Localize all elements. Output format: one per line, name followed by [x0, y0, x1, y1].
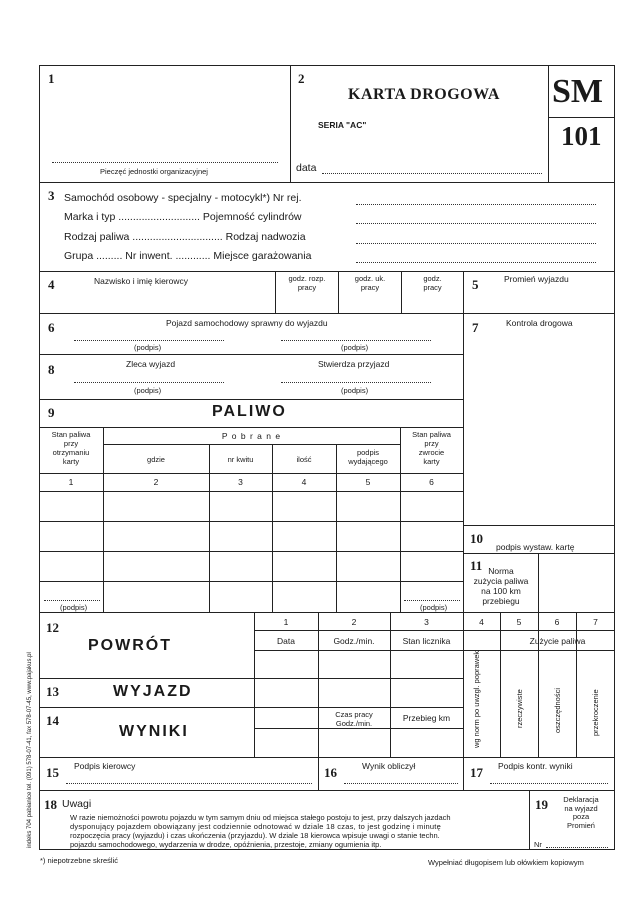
field-number: 14	[46, 713, 59, 728]
signature-label: (podpis)	[420, 603, 448, 612]
field-number: 10	[470, 531, 483, 546]
overrun-vertical-label: przekroczenie	[591, 689, 600, 736]
work-time-label: Czas pracy Godz./min.	[335, 710, 373, 728]
column-number: 3	[238, 477, 243, 487]
divider	[290, 65, 291, 182]
form-title: KARTA DROGOWA	[348, 86, 500, 103]
road-control-label: Kontrola drogowa	[506, 318, 573, 328]
column-number: 2	[153, 477, 159, 487]
fuel-end-label: Stan paliwa przy zwrocie karty	[412, 430, 451, 466]
divider	[548, 65, 549, 182]
body-type-line[interactable]	[356, 243, 596, 244]
signature-line[interactable]	[281, 340, 431, 341]
reg-number-line[interactable]	[356, 204, 596, 205]
divider	[548, 117, 615, 118]
publisher-side-text: indeks 704 pabianice tel. (091) 578-07-41, fax 578-07-45, www.pajakus.pl	[27, 652, 33, 848]
remarks-text-line: pojazdu samochodowego, wydarzenia w drodze, opóźnienia, przestoje, zmiany ogumienia itp.	[70, 840, 382, 849]
divider	[318, 757, 319, 790]
field-number: 4	[48, 277, 55, 292]
date-line[interactable]	[322, 173, 542, 174]
column-number: 5	[365, 477, 371, 487]
norm-vertical-label: wg norm po uwzgl. poprawek	[472, 650, 481, 748]
signature-line[interactable]	[74, 340, 224, 341]
garage-line[interactable]	[356, 262, 596, 263]
quantity-label: ilość	[296, 455, 312, 464]
declaration-number-line[interactable]	[546, 847, 608, 848]
field-number: 5	[472, 277, 479, 292]
divider	[576, 612, 577, 757]
divider	[39, 271, 615, 272]
divider	[463, 650, 615, 651]
field-number: 1	[48, 71, 55, 86]
signature-label: (podpis)	[60, 603, 88, 612]
vehicle-ok-label: Pojazd samochodowy sprawny do wyjazdu	[166, 318, 328, 328]
signature-label: (podpis)	[341, 386, 369, 395]
results-title: WYNIKI	[119, 723, 189, 740]
field-number: 11	[470, 558, 483, 573]
radius-label: Promień wyjazdu	[504, 274, 569, 284]
fuel-norm-label: Norma zużycia paliwa na 100 km przebiegu	[473, 566, 529, 606]
form-series: SERIA "AC"	[318, 120, 367, 130]
divider	[254, 630, 463, 631]
divider	[254, 728, 463, 729]
actual-vertical-label: rzeczywiste	[515, 689, 524, 728]
divider	[254, 650, 463, 651]
declaration-label: Deklaracja na wyjazd poza Promień	[563, 795, 599, 830]
divider	[500, 612, 501, 757]
field-number: 9	[48, 405, 55, 420]
signature-label: (podpis)	[341, 343, 369, 352]
return-title: POWRÓT	[88, 637, 172, 654]
fill-instruction: Wypełniać długopisem lub ołówkiem kopiowym	[428, 858, 584, 867]
signature-line[interactable]	[281, 382, 431, 383]
signature-line[interactable]	[490, 783, 608, 784]
signature-line[interactable]	[404, 600, 460, 601]
divider	[538, 553, 539, 612]
field-number: 12	[46, 620, 59, 635]
divider	[463, 612, 464, 790]
divider	[39, 521, 463, 522]
driver-name-label: Nazwisko i imię kierowcy	[94, 276, 188, 286]
vehicle-line-3: Rodzaj paliwa ............................... Rodzaj nadwozia	[64, 231, 306, 243]
fuel-title: PALIWO	[212, 403, 287, 420]
fuel-taken-label: P o b r a n e	[221, 431, 282, 441]
card-issuer-signature-label: podpis wystaw. kartę	[496, 542, 575, 552]
calculated-by-label: Wynik obliczył	[362, 761, 416, 771]
divider	[39, 473, 463, 474]
divider	[39, 313, 463, 314]
field-number: 8	[48, 362, 55, 377]
divider	[529, 790, 530, 850]
vehicle-line-4: Grupa ......... Nr inwent. ............ Miejsce garażowania	[64, 250, 312, 262]
driver-signature-label: Podpis kierowcy	[74, 761, 136, 771]
divider	[39, 757, 615, 758]
column-number: 6	[554, 617, 560, 627]
controller-signature-label: Podpis kontr. wyniki	[498, 761, 573, 771]
field-number: 2	[298, 71, 305, 86]
stamp-line	[52, 162, 278, 163]
signature-line[interactable]	[44, 600, 100, 601]
remarks-text-line: rozpoczęcia pracy (wyjazdu) i czas ukończenia (przyjazdu). W dziale 18 kierowca wpisuje uwagi o stanie techn.	[70, 831, 440, 840]
divider	[463, 630, 615, 631]
field-number: 6	[48, 320, 55, 335]
column-number: 2	[351, 617, 357, 627]
divider	[538, 612, 539, 757]
start-hours-label: godz. rozp. pracy	[288, 274, 326, 292]
field-number: 18	[44, 797, 57, 812]
column-number: 3	[424, 617, 429, 627]
form-code-sm: SM	[552, 73, 603, 110]
capacity-line[interactable]	[356, 223, 596, 224]
field-number: 16	[324, 765, 337, 780]
fuel-start-label: Stan paliwa przy otrzymaniu karty	[51, 430, 91, 466]
divider	[336, 444, 337, 612]
divider	[390, 612, 391, 757]
divider	[39, 678, 463, 679]
divider	[463, 525, 615, 526]
divider	[463, 553, 615, 554]
remarks-label: Uwagi	[62, 798, 92, 810]
column-number: 4	[479, 617, 484, 627]
divider	[39, 399, 463, 400]
time-column-label: Godz./min.	[333, 636, 375, 646]
field-number: 7	[472, 320, 479, 335]
stamp-label: Pieczęć jednostki organizacyjnej	[100, 167, 208, 176]
field-number: 3	[48, 188, 55, 203]
divider	[39, 612, 615, 613]
hours-label: godz. pracy	[423, 274, 442, 292]
date-label: data	[296, 162, 317, 174]
field-number: 13	[46, 684, 59, 699]
divider	[39, 354, 463, 355]
remarks-text-line: dysponujący pojazdem obowiązany jest codziennie odnotować w dziale 18 czas, to jest godzinę i minutę	[70, 822, 442, 831]
field-number: 15	[46, 765, 59, 780]
signature-label: (podpis)	[134, 343, 162, 352]
signature-label: (podpis)	[134, 386, 162, 395]
fuel-use-label: Zużycie paliwa	[529, 636, 586, 646]
column-number: 6	[429, 477, 434, 487]
end-hours-label: godz. uk. pracy	[354, 274, 386, 292]
divider	[463, 313, 615, 314]
divider	[318, 612, 319, 757]
form-code-number: 101	[561, 121, 602, 151]
divider	[39, 707, 463, 708]
field-number: 19	[535, 797, 548, 812]
receipt-label: nr kwitu	[227, 455, 254, 464]
signature-line[interactable]	[74, 382, 224, 383]
odometer-column-label: Stan licznika	[402, 636, 451, 646]
confirmed-label: Stwierdza przyjazd	[318, 359, 390, 369]
column-number: 1	[283, 617, 289, 627]
declaration-number-label: Nr	[534, 840, 542, 849]
column-number: 5	[516, 617, 522, 627]
mileage-label: Przebieg km	[402, 713, 451, 723]
strike-note: *) niepotrzebne skreślić	[40, 856, 118, 865]
divider	[39, 182, 615, 183]
divider	[39, 551, 463, 552]
divider	[103, 444, 400, 445]
column-number: 1	[68, 477, 74, 487]
signature-line[interactable]	[344, 783, 458, 784]
column-number: 7	[593, 617, 598, 627]
vehicle-line-1: Samochód osobowy - specjalny - motocykl*) Nr rej.	[64, 192, 302, 204]
remarks-text-line: W razie niemożności powrotu pojazdu w tym samym dniu od miejsca stałego postoju to jest, przy dalszych jazdach	[70, 813, 451, 822]
divider	[254, 612, 255, 757]
departure-title: WYJAZD	[113, 683, 193, 700]
date-column-label: Data	[277, 636, 295, 646]
issuer-signature-label: podpis wydającego	[348, 448, 388, 466]
divider	[39, 491, 463, 492]
divider	[272, 444, 273, 612]
ordered-label: Zleca wyjazd	[126, 359, 176, 369]
divider	[39, 581, 463, 582]
signature-line[interactable]	[66, 783, 312, 784]
column-number: 4	[301, 477, 307, 487]
divider	[209, 444, 210, 612]
vehicle-line-2: Marka i typ ............................ Pojemność cylindrów	[64, 211, 302, 223]
where-label: gdzie	[147, 455, 165, 464]
savings-vertical-label: oszczędności	[553, 687, 562, 733]
field-number: 17	[470, 765, 483, 780]
